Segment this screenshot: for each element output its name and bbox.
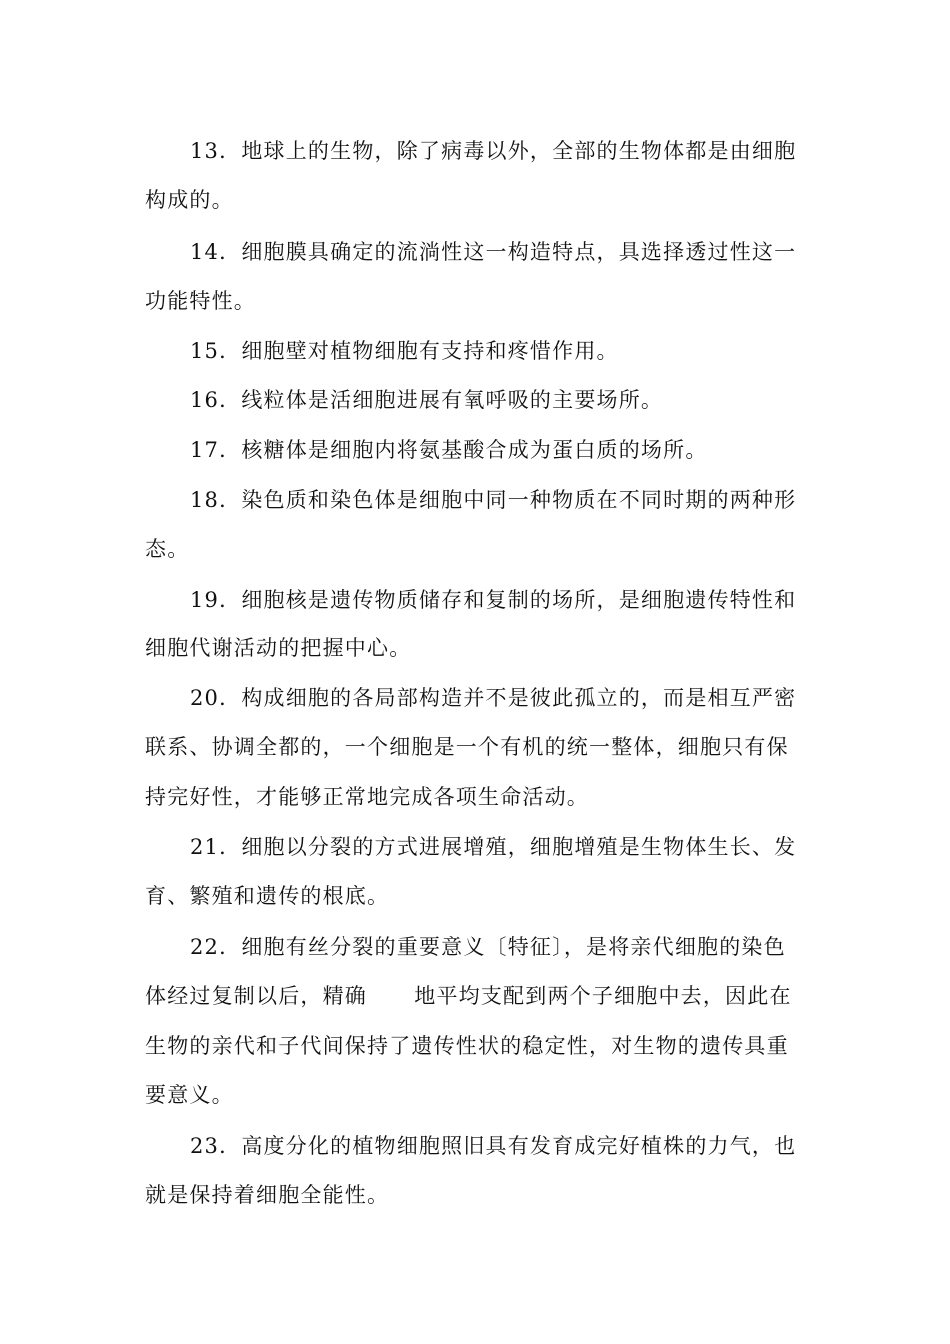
paragraph-16-line-1: 16．线粒体是活细胞进展有氧呼吸的主要场所。: [190, 388, 664, 412]
paragraph-18-line-1: 18．染色质和染色体是细胞中同一种物质在不同时期的两种形: [190, 488, 797, 512]
paragraph-13-line-1: 13．地球上的生物，除了病毒以外，全部的生物体都是由细胞: [190, 139, 797, 163]
paragraph-22-line-3: 生物的亲代和子代间保持了遗传性状的稳定性，对生物的遗传具重: [145, 1034, 789, 1058]
paragraph-23-line-1: 23．高度分化的植物细胞照旧具有发育成完好植株的力气，也: [190, 1134, 797, 1158]
paragraph-18-line-2: 态。: [145, 537, 190, 561]
paragraph-19-line-1: 19．细胞核是遗传物质储存和复制的场所，是细胞遗传特性和: [190, 588, 797, 612]
paragraph-20-line-2: 联系、协调全都的，一个细胞是一个有机的统一整体，细胞只有保: [145, 735, 789, 759]
paragraph-21-line-2: 育、繁殖和遗传的根底。: [145, 884, 390, 908]
paragraph-21-line-1: 21．细胞以分裂的方式进展增殖，细胞增殖是生物体生长、发: [190, 835, 797, 859]
paragraph-15-line-1: 15．细胞壁对植物细胞有支持和疼惜作用。: [190, 339, 619, 363]
paragraph-14-line-2: 功能特性。: [145, 289, 256, 313]
paragraph-13-line-2: 构成的。: [145, 188, 234, 212]
paragraph-19-line-2: 细胞代谢活动的把握中心。: [145, 636, 412, 660]
paragraph-22-line-4: 要意义。: [145, 1083, 234, 1107]
paragraph-14-line-1: 14．细胞膜具确定的流淌性这一构造特点，具选择透过性这一: [190, 240, 797, 264]
paragraph-22-line-1: 22．细胞有丝分裂的重要意义〔特征〕，是将亲代细胞的染色: [190, 935, 786, 959]
paragraph-17-line-1: 17．核糖体是细胞内将氨基酸合成为蛋白质的场所。: [190, 438, 708, 462]
paragraph-22-line-2: 体经过复制以后，精确 地平均支配到两个子细胞中去，因此在: [145, 984, 792, 1008]
paragraph-20-line-3: 持完好性，才能够正常地完成各项生命活动。: [145, 785, 589, 809]
paragraph-23-line-2: 就是保持着细胞全能性。: [145, 1183, 390, 1207]
paragraph-20-line-1: 20．构成细胞的各局部构造并不是彼此孤立的，而是相互严密: [190, 686, 797, 710]
